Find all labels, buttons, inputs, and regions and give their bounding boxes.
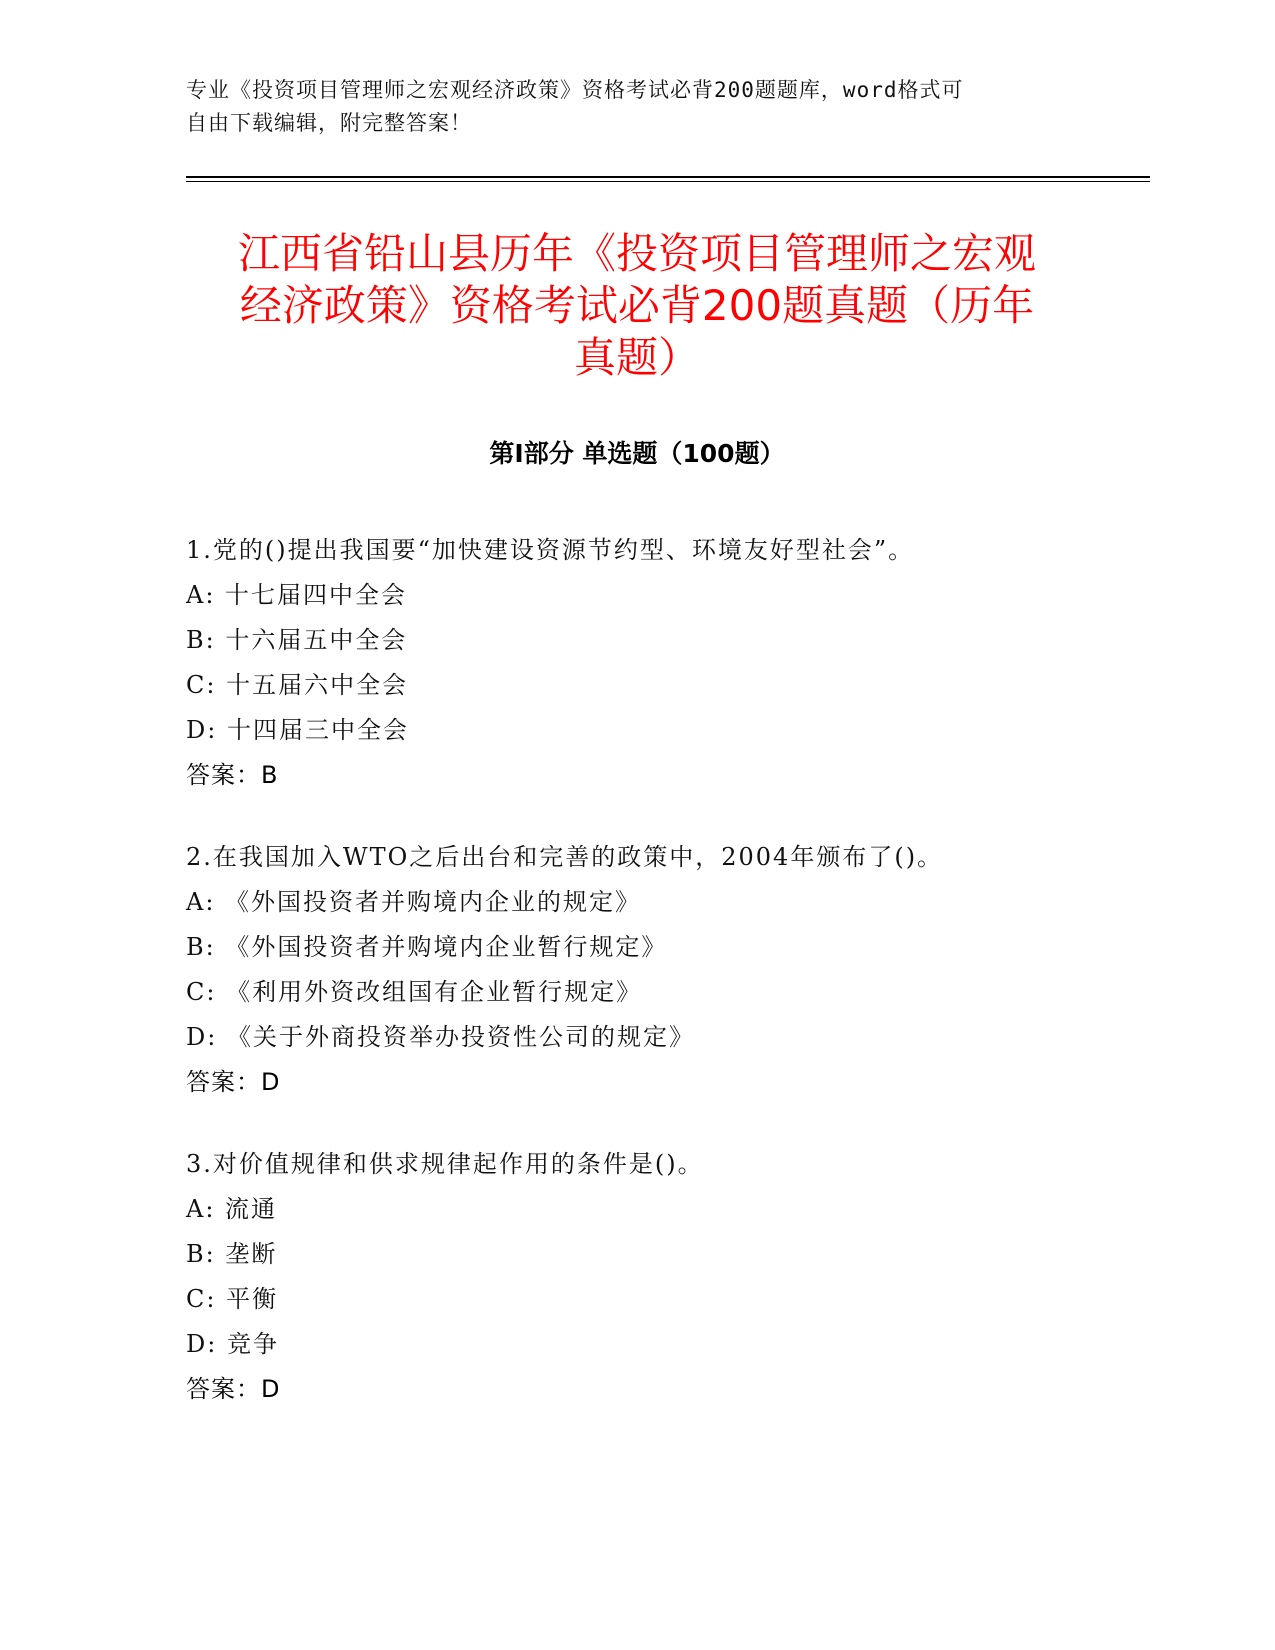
option-b: B: 垄断 [186, 1240, 278, 1268]
header-divider-thick [186, 176, 1150, 178]
option-d: D: 《关于外商投资举办投资性公司的规定》 [186, 1023, 695, 1051]
header-note [186, 74, 1066, 140]
option-d: D: 竞争 [186, 1330, 279, 1358]
header-note-line-2: 自由下载编辑，附完整答案！ [186, 111, 472, 135]
answer: 答案：B [186, 761, 279, 789]
question-2 [186, 835, 1126, 1105]
option-b: B: 《外国投资者并购境内企业暂行规定》 [186, 933, 668, 961]
option-a: A: 十七届四中全会 [186, 581, 408, 609]
question-1 [186, 528, 1126, 798]
option-a: A: 流通 [186, 1195, 278, 1223]
header-divider-thin [186, 181, 1150, 182]
section-heading: 第Ⅰ部分 单选题（100题） [489, 439, 785, 468]
question-stem: 2.在我国加入WTO之后出台和完善的政策中，2004年颁布了()。 [186, 843, 944, 871]
option-b: B: 十六届五中全会 [186, 626, 408, 654]
option-d: D: 十四届三中全会 [186, 716, 409, 744]
document-title-line-1: 江西省铅山县历年《投资项目管理师之宏观 [237, 229, 1036, 278]
option-a: A: 《外国投资者并购境内企业的规定》 [186, 888, 642, 916]
document-title-line-3: 真题） [573, 333, 700, 382]
question-stem: 3.对价值规律和供求规律起作用的条件是()。 [186, 1150, 704, 1178]
question-stem: 1.党的()提出我国要“加快建设资源节约型、环境友好型社会”。 [186, 536, 915, 564]
document-title [186, 228, 1088, 384]
answer: 答案：D [186, 1375, 281, 1403]
question-list [186, 528, 1126, 1449]
question-3 [186, 1142, 1126, 1412]
document-title-line-2: 经济政策》资格考试必背200题真题（历年 [239, 281, 1035, 330]
option-c: C: 《利用外资改组国有企业暂行规定》 [186, 978, 643, 1006]
header-note-line-1: 专业《投资项目管理师之宏观经济政策》资格考试必背200题题库，word格式可 [186, 78, 964, 102]
answer: 答案：D [186, 1068, 281, 1096]
option-c: C: 平衡 [186, 1285, 279, 1313]
option-c: C: 十五届六中全会 [186, 671, 409, 699]
